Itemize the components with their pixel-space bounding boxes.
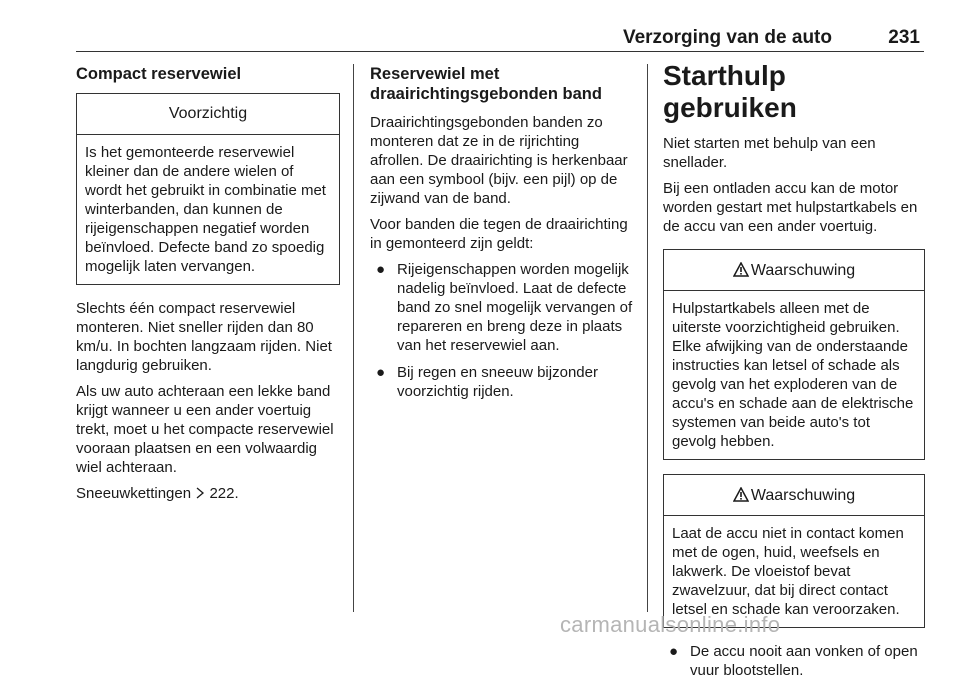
- section-heading: Reservewiel met draairichtingsgebonden band: [370, 65, 602, 103]
- bullet-dot: ●: [376, 261, 386, 278]
- warning-box: [663, 474, 925, 628]
- warning-header: [664, 250, 924, 291]
- column-1: [76, 64, 340, 510]
- warning-title: Waarschuwing: [750, 487, 856, 504]
- list-item: ● Bij regen en sneeuw bijzonder voorzichtig rijden.: [376, 364, 598, 400]
- list-item: ● Rijeigenschappen worden mogelijk nadelig beïnvloed. Laat de defecte band zo snel mogelijk vervangen of repareren en breng deze in plaats van het reservewiel aan.: [376, 261, 633, 354]
- paragraph: Bij een ontladen accu kan de motor worden gestart met hulpstartkabels en de accu van een ander voertuig.: [663, 180, 918, 235]
- page-reference-icon: [195, 485, 209, 502]
- reference-text: Sneeuwkettingen: [76, 485, 192, 502]
- warning-box: [663, 249, 925, 460]
- paragraph: Voor banden die tegen de draairichting in gemonteerd zijn geldt:: [370, 216, 628, 252]
- cross-reference: [76, 484, 340, 503]
- caution-box: [76, 93, 340, 285]
- watermark: carmanualsonline.info: [560, 612, 781, 637]
- warning-triangle-icon: [733, 475, 749, 515]
- bullet-list: [370, 260, 634, 401]
- paragraph: Slechts één compact reservewiel monteren. Niet sneller rijden dan 80 km/u. In bochten langzaam rijden. Niet langdurig gebruiken.: [76, 300, 332, 374]
- warning-title: Waarschuwing: [750, 262, 856, 279]
- header-title: Verzorging van de auto: [622, 27, 832, 48]
- caution-text: Is het gemonteerde reservewiel kleiner dan de andere wielen of wordt het gebruikt in combinatie met winterbanden, dan kunnen de rijeigenschappen negatief worden beïnvloed. Defecte band zo spoedig mogelijk laten vervangen.: [85, 144, 326, 275]
- paragraph: Draairichtingsgebonden banden zo monteren dat ze in de rijrichting afrollen. De draairichting is herkenbaar aan een symbool (bijv. een pijl) op de zijwand van de band.: [370, 114, 628, 207]
- column-3: [663, 60, 925, 688]
- reference-page: 222.: [209, 485, 239, 502]
- bullet-list: [663, 642, 925, 680]
- bullet-dot: ●: [669, 643, 679, 660]
- caution-title: Voorzichtig: [77, 94, 339, 135]
- bullet-dot: ●: [376, 364, 386, 381]
- paragraph: Niet starten met behulp van een snellader.: [663, 135, 876, 171]
- column-divider: [353, 64, 354, 612]
- warning-text: Laat de accu niet in contact komen met de ogen, huid, weefsels en lakwerk. De vloeistof bevat zwavelzuur, dat bij direct contact letsel en schade kan veroorzaken.: [672, 525, 904, 618]
- warning-triangle-icon: [733, 250, 749, 290]
- column-2: [370, 64, 634, 409]
- page-header: [76, 26, 924, 52]
- paragraph: Als uw auto achteraan een lekke band krijgt wanneer u een ander voertuig trekt, moet u het compacte reservewiel vooraan plaatsen en een volwaardig wiel achteraan.: [76, 383, 334, 476]
- section-heading: Compact reservewiel: [76, 65, 242, 83]
- warning-text: Hulpstartkabels alleen met de uiterste voorzichtigheid gebruiken. Elke afwijking van de onderstaande instructies kan letsel of schade als gevolg van het exploderen van de accu's en schade aan de elektrische systemen van beide auto's tot gevolg hebben.: [672, 300, 914, 450]
- page-number: 231: [888, 27, 920, 48]
- warning-header: [664, 475, 924, 516]
- list-item: ● De accu nooit aan vonken of open vuur blootstellen.: [669, 643, 918, 679]
- section-title: Starthulp gebruiken: [663, 60, 797, 123]
- column-divider: [647, 64, 648, 612]
